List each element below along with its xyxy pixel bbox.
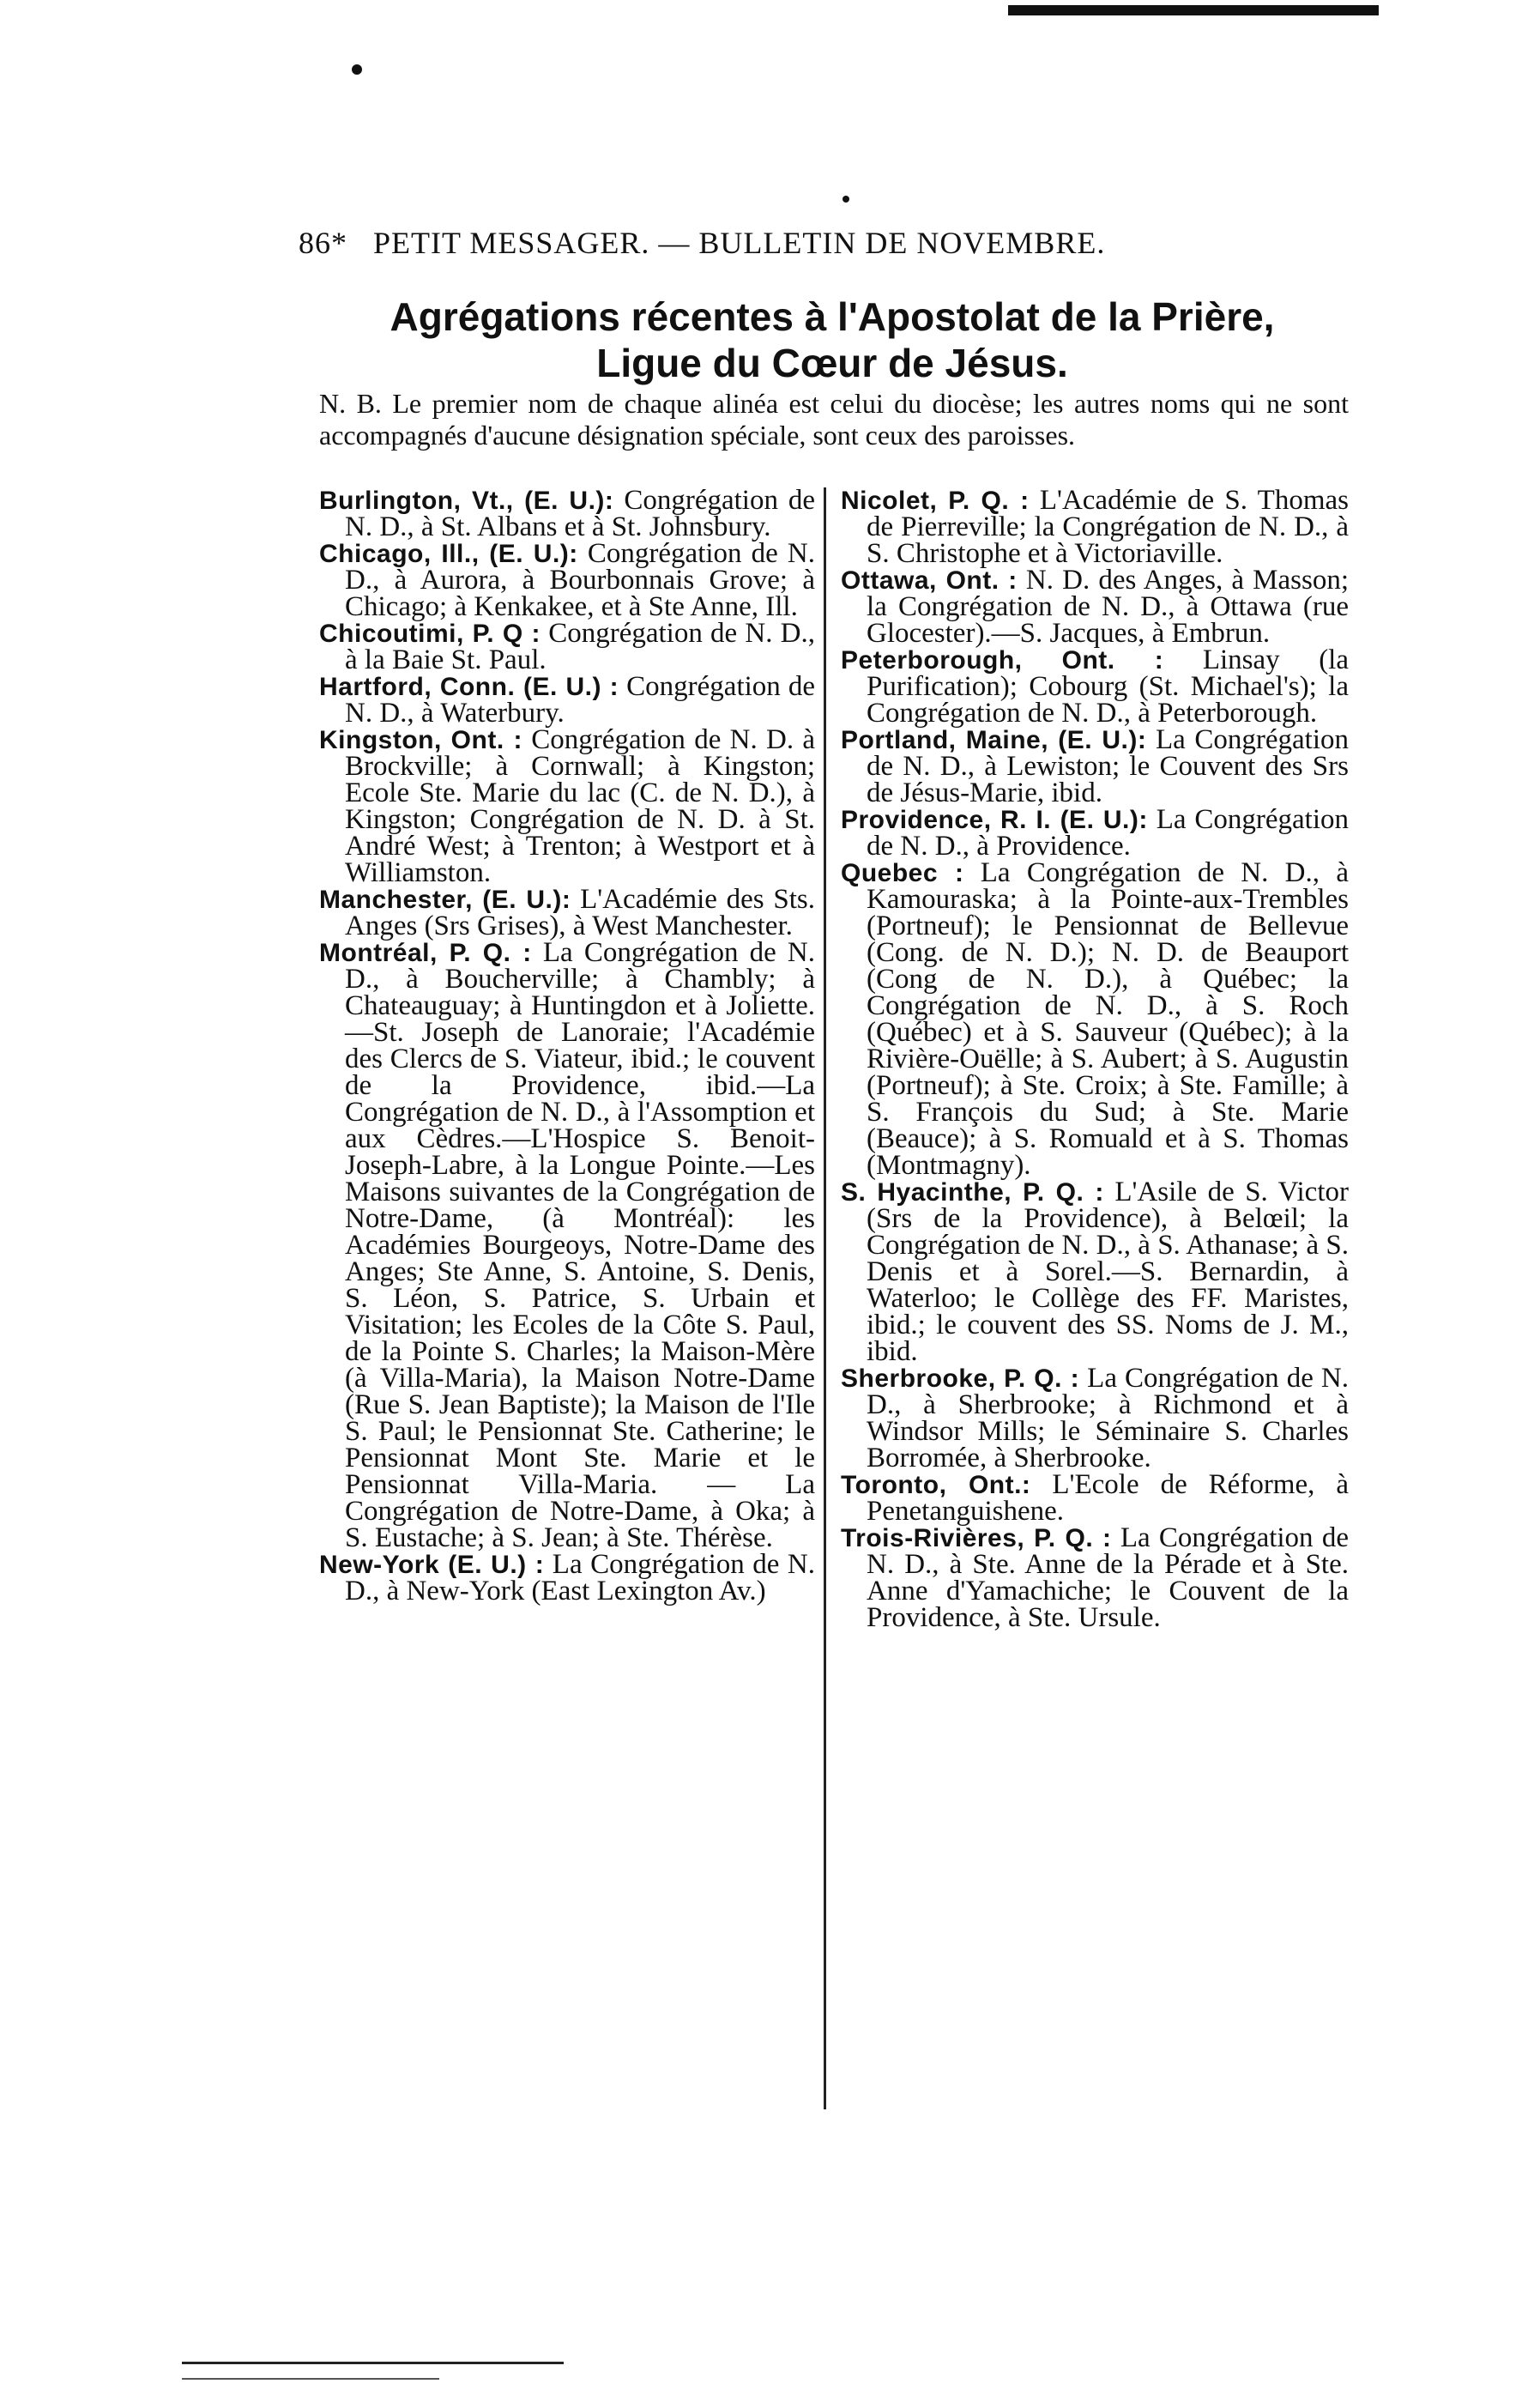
parish-list: Congrégation de N. D., à Waterbury. — [345, 671, 815, 729]
parish-list: L'Académie des Sts. Anges (Srs Grises), à West Manchester. — [345, 884, 815, 941]
running-header — [299, 225, 1242, 261]
parish-list: Congrégation de N. D. à Brockville; à Cornwall; à Kingston; Ecole Ste. Marie du lac (C. de N. D.), à Kingston; Congrégation de N. D. à St. André West; à Trenton; à Westport et à Williamston. — [345, 724, 815, 888]
diocese-name: Montréal, P. Q. : — [319, 939, 532, 967]
page-title — [313, 293, 1351, 386]
diocese-name: Providence, R. I. (E. U.): — [841, 806, 1148, 834]
parish-list: Linsay (la Purification); Cobourg (St. Michael's); la Congrégation de N. D., à Peterborough. — [867, 644, 1349, 729]
diocese-name: Nicolet, P. Q. : — [841, 487, 1030, 515]
diocese-name: Chicago, Ill., (E. U.): — [319, 540, 578, 568]
parish-list: L'Académie de S. Thomas de Pierreville; la Congrégation de N. D., à S. Christophe et à Victoriaville. — [867, 485, 1349, 569]
right-column — [841, 487, 1349, 1631]
parish-list: La Congrégation de N. D., à New-York (East Lexington Av.) — [345, 1549, 815, 1606]
parish-list: L'Ecole de Réforme, à Penetanguishene. — [867, 1469, 1349, 1527]
diocese-entry — [319, 487, 815, 541]
parish-list: Congrégation de N. D., à St. Albans et à St. Johnsbury. — [345, 485, 816, 542]
column-divider — [824, 487, 826, 2109]
ink-dot-mark — [352, 64, 362, 75]
parish-list: La Congrégation de N. D., à Kamouraska; à la Pointe-aux-Trembles (Portneuf); le Pensionnat de Bellevue (Cong. de N. D.); N. D. de Beauport (Cong de N. D.), à Québec; la Congrégation de N. D., à S. Roch (Québec) et à S. Sauveur (Québec); à la Rivière-Ouëlle; à S. Aubert; à S. Augustin (Portneuf); à Ste. Croix; à Ste. Famille; à S. François du Sud; à Ste. Marie (Beauce); à S. Romuald et à S. Thomas (Montmagny). — [867, 857, 1349, 1181]
diocese-entry — [841, 1469, 1349, 1527]
diocese-entry — [319, 937, 815, 1553]
parish-list: La Congrégation de N. D., à Providence. — [867, 804, 1349, 862]
parish-list: La Congrégation de N. D., à Lewiston; le Couvent des Srs de Jésus-Marie, ibid. — [867, 724, 1349, 808]
diocese-entry — [841, 644, 1349, 729]
diocese-entry — [841, 487, 1349, 567]
diocese-entry — [841, 1179, 1349, 1365]
parish-list: L'Asile de S. Victor (Srs de la Providence), à Belœil; la Congrégation de N. D., à S. Athanase; à S. Denis et à Sorel.—S. Bernardin, à Waterloo; le Collège des FF. Maristes, ibid.; le couvent des SS. Noms de J. M., ibid. — [867, 1177, 1349, 1367]
bottom-rule — [182, 2362, 564, 2364]
diocese-name: S. Hyacinthe, P. Q. : — [841, 1178, 1104, 1207]
diocese-name: Hartford, Conn. (E. U.) : — [319, 673, 619, 701]
diocese-name: New-York (E. U.) : — [319, 1551, 545, 1579]
title-line-1: Agrégations récentes à l'Apostolat de la Prière, — [390, 294, 1275, 339]
diocese-entry — [841, 804, 1349, 862]
diocese-entry — [319, 538, 815, 622]
diocese-entry — [841, 1365, 1349, 1472]
top-rule — [1008, 5, 1379, 15]
diocese-entry — [841, 857, 1349, 1181]
bottom-rule-faint — [182, 2378, 439, 2380]
diocese-name: Quebec : — [841, 859, 964, 887]
diocese-name: Burlington, Vt., (E. U.): — [319, 487, 614, 515]
diocese-name: Chicoutimi, P. Q : — [319, 620, 541, 648]
title-line-2: Ligue du Cœur de Jésus. — [596, 341, 1068, 385]
diocese-name: Kingston, Ont. : — [319, 726, 523, 754]
parish-list: Congrégation de N. D., à la Baie St. Paul. — [345, 618, 815, 675]
diocese-name: Trois-Rivières, P. Q. : — [841, 1524, 1112, 1552]
diocese-entry — [841, 1522, 1349, 1633]
diocese-entry — [841, 567, 1349, 647]
diocese-name: Sherbrooke, P. Q. : — [841, 1364, 1080, 1393]
parish-list: La Congrégation de N. D., à Boucherville; à Chambly; à Chateauguay; à Huntingdon et à Joliette.—St. Joseph de Lanoraie; l'Académie des Clercs de S. Viateur, ibid.; le couvent de la Providence, ibid.—La Congrégation de N. D., à l'Assomption et aux Cèdres.—L'Hospice S. Benoit-Joseph-Labre, à la Longue Pointe.—Les Maisons suivantes de la Congrégation de Notre-Dame, (à Montréal): les Académies Bourgeoys, Notre-Dame des Anges; Ste Anne, S. Antoine, S. Denis, S. Léon, S. Patrice, S. Urbain et Visitation; les Ecoles de la Côte S. Paul, de la Pointe S. Charles; la Maison-Mère (à Villa-Maria), la Maison Notre-Dame (Rue S. Jean Baptiste); la Maison de l'Ile S. Paul; le Pensionnat Ste. Catherine; le Pensionnat Mont Ste. Marie et le Pensionnat Villa-Maria. — La Congrégation de Notre-Dame, à Oka; à S. Eustache; à S. Jean; à Ste. Thérèse. — [345, 937, 815, 1553]
diocese-entry — [319, 620, 815, 674]
diocese-entry — [319, 724, 815, 888]
editorial-note: N. B. Le premier nom de chaque alinéa est celui du diocèse; les autres noms qui ne sont accompagnés d'aucune désignation spéciale, sont ceux des paroisses. — [319, 388, 1349, 451]
parish-list: Congrégation de N. D., à Aurora, à Bourbonnais Grove; à Chicago; à Kenkakee, et à Ste Anne, Ill. — [345, 538, 815, 622]
diocese-name: Ottawa, Ont. : — [841, 566, 1018, 595]
ink-dot-mark — [843, 196, 849, 203]
left-column — [319, 487, 815, 1605]
diocese-entry — [319, 886, 815, 940]
page-number: 86* — [299, 226, 347, 260]
diocese-name: Toronto, Ont.: — [841, 1471, 1031, 1499]
diocese-entry — [319, 1549, 815, 1606]
running-title: PETIT MESSAGER. — BULLETIN DE NOVEMBRE. — [373, 226, 1106, 260]
diocese-name: Portland, Maine, (E. U.): — [841, 726, 1147, 754]
diocese-name: Peterborough, Ont. : — [841, 646, 1164, 675]
parish-list: N. D. des Anges, à Masson; la Congrégation de N. D., à Ottawa (rue Glocester).—S. Jacques, à Embrun. — [867, 565, 1349, 649]
parish-list: La Congrégation de N. D., à Sherbrooke; à Richmond et à Windsor Mills; le Séminaire S. Charles Borromée, à Sherbrooke. — [867, 1363, 1349, 1473]
diocese-name: Manchester, (E. U.): — [319, 886, 571, 914]
diocese-entry — [319, 671, 815, 729]
parish-list: La Congrégation de N. D., à Ste. Anne de la Pérade et à Ste. Anne d'Yamachiche; le Couvent de la Providence, à Ste. Ursule. — [867, 1522, 1349, 1633]
diocese-entry — [841, 724, 1349, 808]
